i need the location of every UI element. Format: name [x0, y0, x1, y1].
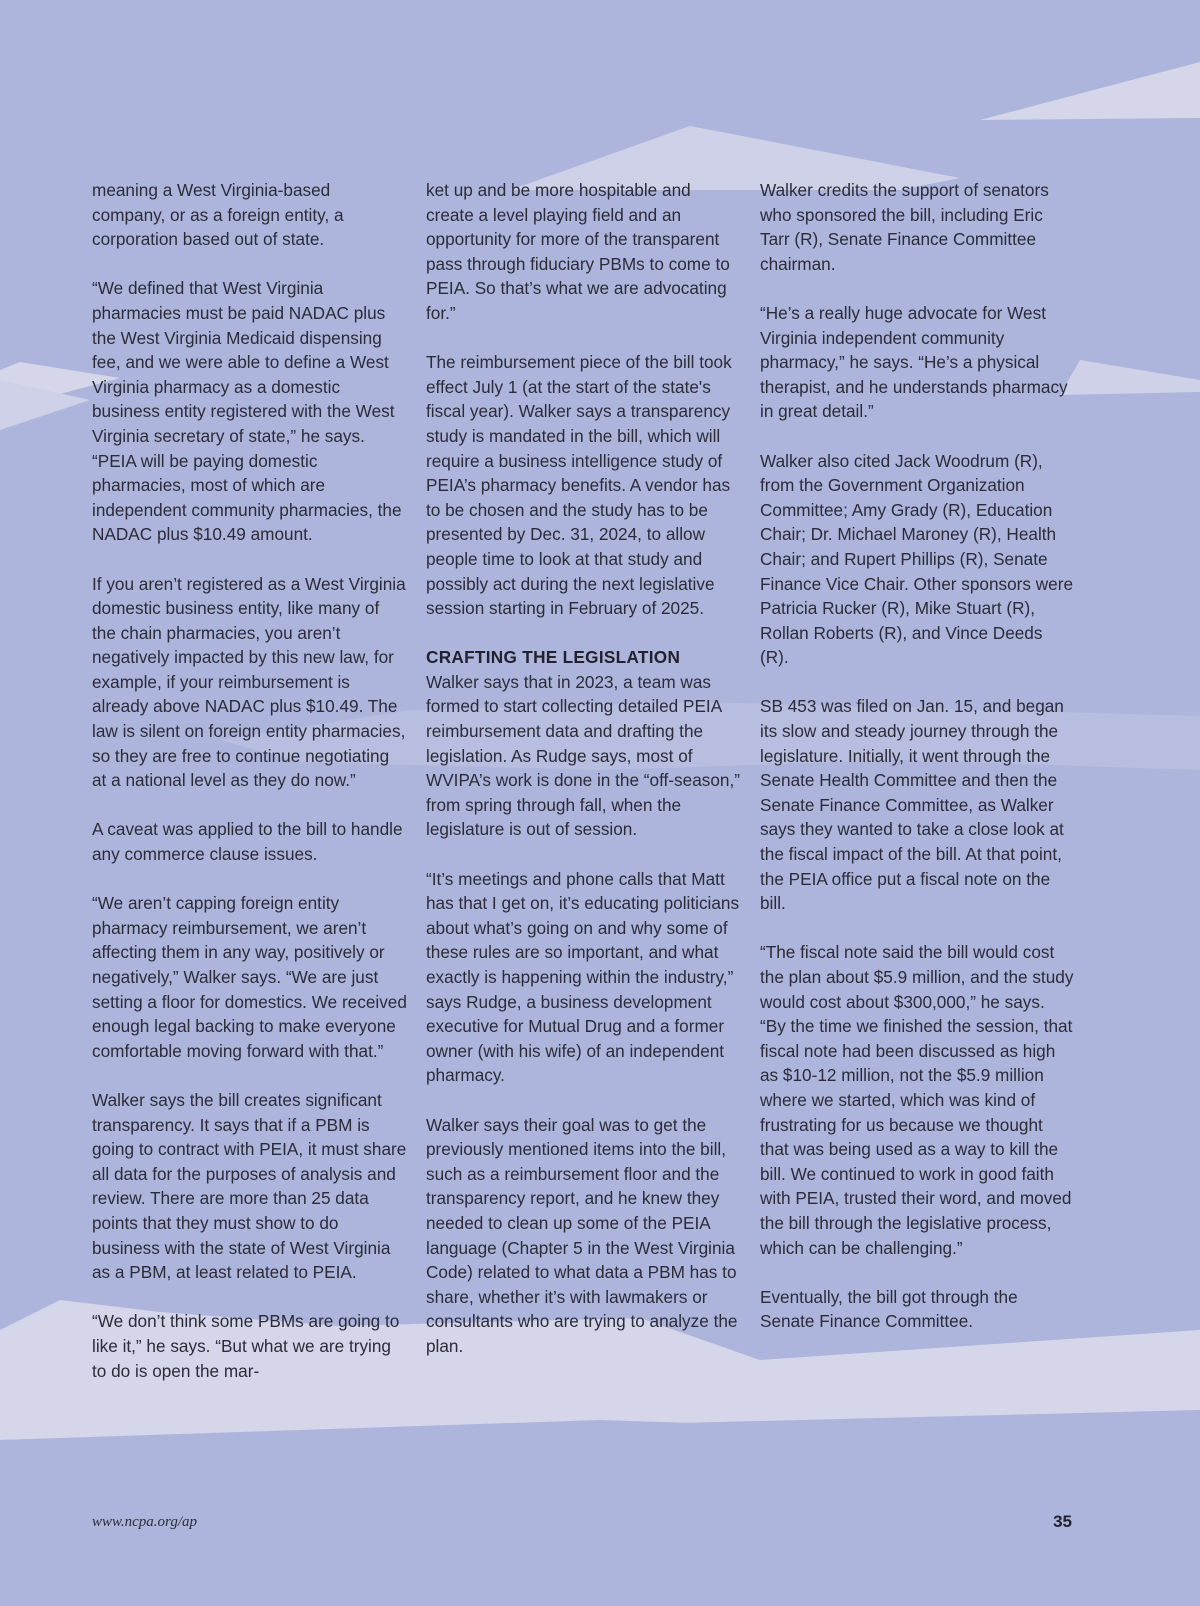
paragraph: Eventually, the bill got through the Senate Finance Committee. [760, 1286, 1018, 1332]
paragraph: “He’s a really huge advocate for West Virginia independent community pharmacy,” he says. “He’s a physical therapist, and he understands pharmacy in great detail.” [760, 302, 1068, 422]
article-column-1 [92, 178, 407, 1383]
paragraph: “The fiscal note said the bill would cost the plan about $5.9 million, and the study would cost about $300,000,” he says. “By the time we finished the session, that fiscal note had been discussed as high as $10-12 million, not the $5.9 million where we started, which was kind of frustrating for us because we thought that was being used as a way to kill the bill. We continued to work in good faith with PEIA, trusted their word, and moved the bill through the legislative process, which can be challenging.” [760, 942, 1074, 1258]
paragraph: The reimbursement piece of the bill took effect July 1 (at the start of the state's fiscal year). Walker says a transparency study is mandated in the bill, which will require a business intelligence study of PEIA’s pharmacy benefits. A vendor has to be chosen and the study has to be presented by Dec. 31, 2024, to allow people time to look at that study and possibly act during the next legislative session starting in February of 2025. [426, 352, 732, 619]
paragraph: SB 453 was filed on Jan. 15, and began its slow and steady journey through the legislature. Initially, it went through the Senate Health Committee and then the Senate Finance Committee, as Walker says they wanted to take a close look at the fiscal impact of the bill. At that point, the PEIA office put a fiscal note on the bill. [760, 696, 1064, 914]
footer-url: www.ncpa.org/ap [92, 1514, 198, 1530]
paragraph: Walker says their goal was to get the previously mentioned items into the bill, such as a reimbursement floor and the transparency report, and he knew they needed to clean up some of the PEIA language (Chapter 5 in the West Virginia Code) related to what data a PBM has to share, whether it’s with lawmakers or consultants who are trying to analyze the plan. [426, 1114, 738, 1356]
paragraph: Walker says the bill creates significant transparency. It says that if a PBM is going to contract with PEIA, it must share all data for the purposes of analysis and review. There are more than 25 data points that they must show to do business with the state of West Virginia as a PBM, at least related to PEIA. [92, 1089, 407, 1283]
section-heading: CRAFTING THE LEGISLATION [426, 647, 681, 668]
paragraph: “We don’t think some PBMs are going to like it,” he says. “But what we are trying to do is open the mar- [92, 1311, 400, 1381]
article-column-2 [426, 178, 741, 1383]
article-column-3 [760, 178, 1075, 1383]
paragraph: “We aren’t capping foreign entity pharmacy reimbursement, we aren’t affecting them in any way, positively or negatively,” Walker says. “We are just setting a floor for domestics. We received enough legal backing to make everyone comfortable moving forward with that.” [92, 893, 407, 1061]
paragraph: Walker also cited Jack Woodrum (R), from the Government Organization Committee; Amy Grady (R), Education Chair; Dr. Michael Maroney (R), Health Chair; and Rupert Phillips (R), Senate Finance Vice Chair. Other sponsors were Patricia Rucker (R), Mike Stuart (R), Rollan Roberts (R), and Vince Deeds (R). [760, 450, 1074, 668]
paragraph: If you aren’t registered as a West Virginia domestic business entity, like many of the chain pharmacies, you aren’t negatively impacted by this new law, for example, if your reimbursement is already above NADAC plus $10.49. The law is silent on foreign entity pharmacies, so they are free to continue negotiating at a national level as they do now.” [92, 573, 406, 791]
paragraph: Walker says that in 2023, a team was formed to start collecting detailed PEIA reimbursement data and drafting the legislation. As Rudge says, most of WVIPA’s work is done in the “off-season,” from spring through fall, when the legislature is out of session. [426, 671, 740, 840]
paragraph: “It’s meetings and phone calls that Matt has that I get on, it’s educating politicians about what’s going on and why some of these rules are so important, and what exactly is happening within the industry,” says Rudge, a business development executive for Mutual Drug and a former owner (with his wife) of an independent pharmacy. [426, 868, 740, 1086]
paragraph: “We defined that West Virginia pharmacies must be paid NADAC plus the West Virginia Medicaid dispensing fee, and we were able to define a West Virginia pharmacy as a domestic business entity registered with the West Virginia secretary of state,” he says. “PEIA will be paying domestic pharmacies, most of which are independent community pharmacies, the NADAC plus $10.49 amount. [92, 278, 402, 545]
page-number: 35 [1053, 1512, 1072, 1531]
paragraph: meaning a West Virginia-based company, or as a foreign entity, a corporation based out of state. [92, 180, 344, 250]
paragraph: ket up and be more hospitable and create a level playing field and an opportunity for more of the transparent pass through fiduciary PBMs to come to PEIA. So that’s what we are advocating for.” [426, 180, 730, 323]
paragraph: Walker credits the support of senators who sponsored the bill, including Eric Tarr (R), Senate Finance Committee chairman. [760, 180, 1049, 274]
paragraph: A caveat was applied to the bill to handle any commerce clause issues. [92, 819, 403, 865]
article-columns [92, 178, 1112, 1383]
